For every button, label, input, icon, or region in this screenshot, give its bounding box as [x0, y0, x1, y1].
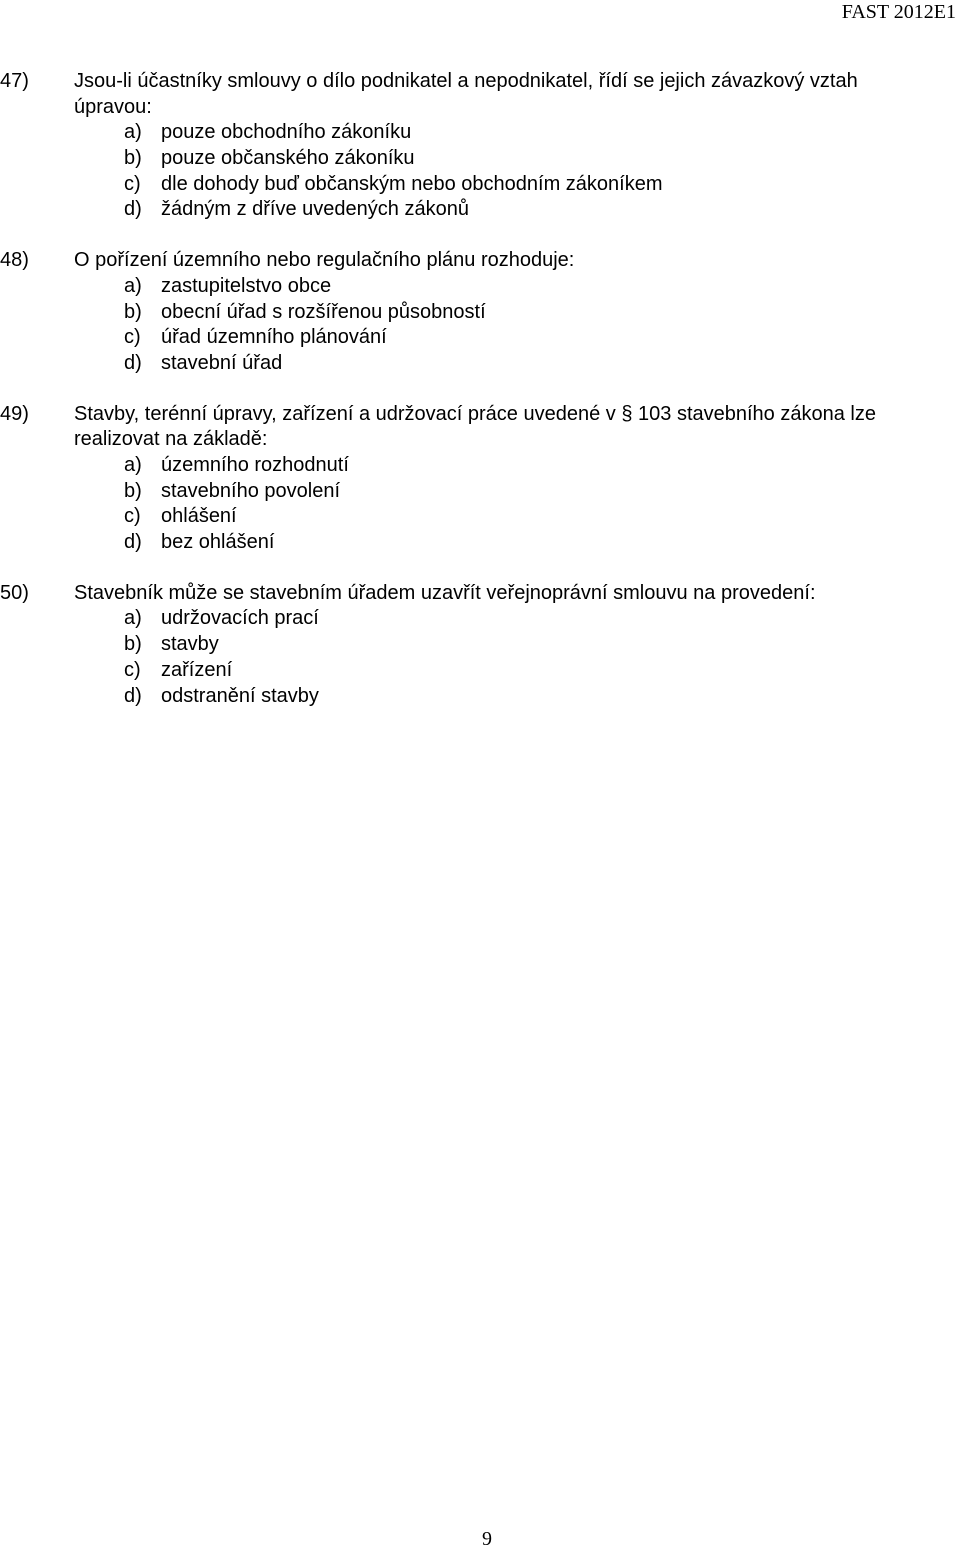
document-code: FAST 2012E1: [841, 1, 956, 23]
answer-text: udržovacích prací: [161, 607, 319, 630]
answer-text: pouze občanského zákoníku: [161, 147, 415, 170]
question-line: [0, 248, 960, 274]
question-line: [0, 402, 960, 453]
answer-letter: d): [124, 531, 142, 554]
answer-letter: d): [124, 198, 142, 221]
question-number: 49): [0, 402, 29, 425]
answer-text: žádným z dříve uvedených zákonů: [161, 198, 469, 221]
answer-text: pouze obchodního zákoníku: [161, 121, 412, 144]
answer-option: [0, 453, 960, 479]
answer-text: ohlášení: [161, 505, 237, 528]
question: [0, 69, 960, 223]
question: [0, 402, 960, 556]
answer-text: stavebního povolení: [161, 479, 341, 502]
answer-letter: a): [124, 274, 142, 297]
answer-list: [0, 274, 960, 377]
answer-option: [0, 197, 960, 223]
question: [0, 248, 960, 376]
answer-letter: a): [124, 454, 142, 477]
answer-text: dle dohody buď občanským nebo obchodním zákoníkem: [161, 172, 663, 195]
question-text: Stavebník může se stavebním úřadem uzavřít veřejnoprávní smlouvu na provedení:: [74, 581, 816, 604]
answer-text: zařízení: [161, 658, 233, 681]
answer-text: odstranění stavby: [161, 684, 319, 707]
question-number: 47): [0, 70, 29, 92]
answer-text: stavební úřad: [161, 351, 283, 374]
answer-list: [0, 453, 960, 556]
question-number: 50): [0, 581, 29, 604]
answer-letter: c): [124, 658, 141, 681]
answer-letter: b): [124, 633, 142, 656]
answer-letter: c): [124, 505, 141, 528]
answer-text: úřad územního plánování: [161, 326, 387, 349]
answer-letter: c): [124, 172, 141, 195]
answer-letter: c): [124, 326, 141, 349]
answer-option: [0, 120, 960, 146]
answer-text: stavby: [161, 633, 219, 656]
answer-option: [0, 172, 960, 198]
answer-option: [0, 325, 960, 351]
answer-text: územního rozhodnutí: [161, 454, 349, 477]
answer-list: [0, 606, 960, 709]
answer-option: [0, 479, 960, 505]
answer-letter: b): [124, 147, 142, 170]
answer-letter: d): [124, 351, 142, 374]
answer-letter: d): [124, 684, 142, 707]
question-line: [0, 581, 960, 607]
question-number: 48): [0, 249, 29, 272]
answer-option: [0, 658, 960, 684]
answer-option: [0, 606, 960, 632]
answer-text: zastupitelstvo obce: [161, 274, 332, 297]
answer-text: bez ohlášení: [161, 531, 275, 554]
question-line: [0, 69, 960, 120]
answer-option: [0, 684, 960, 710]
answer-letter: a): [124, 121, 142, 144]
answer-option: [0, 274, 960, 300]
question-list: [0, 69, 960, 734]
page-number: 9: [482, 1528, 492, 1550]
answer-text: obecní úřad s rozšířenou působností: [161, 300, 486, 323]
answer-option: [0, 351, 960, 377]
answer-option: [0, 300, 960, 326]
answer-option: [0, 530, 960, 556]
answer-letter: b): [124, 479, 142, 502]
answer-letter: a): [124, 607, 142, 630]
question-text: O pořízení územního nebo regulačního plánu rozhoduje:: [74, 249, 575, 272]
answer-option: [0, 504, 960, 530]
answer-list: [0, 120, 960, 223]
answer-option: [0, 632, 960, 658]
answer-option: [0, 146, 960, 172]
answer-letter: b): [124, 300, 142, 323]
question-text: Jsou-li účastníky smlouvy o dílo podnikatel a nepodnikatel, řídí se jejich závazkový vztah úpravou:: [74, 70, 858, 118]
question: [0, 581, 960, 709]
question-text: Stavby, terénní úpravy, zařízení a udržovací práce uvedené v § 103 stavebního zákona lze realizovat na základě:: [74, 402, 876, 451]
